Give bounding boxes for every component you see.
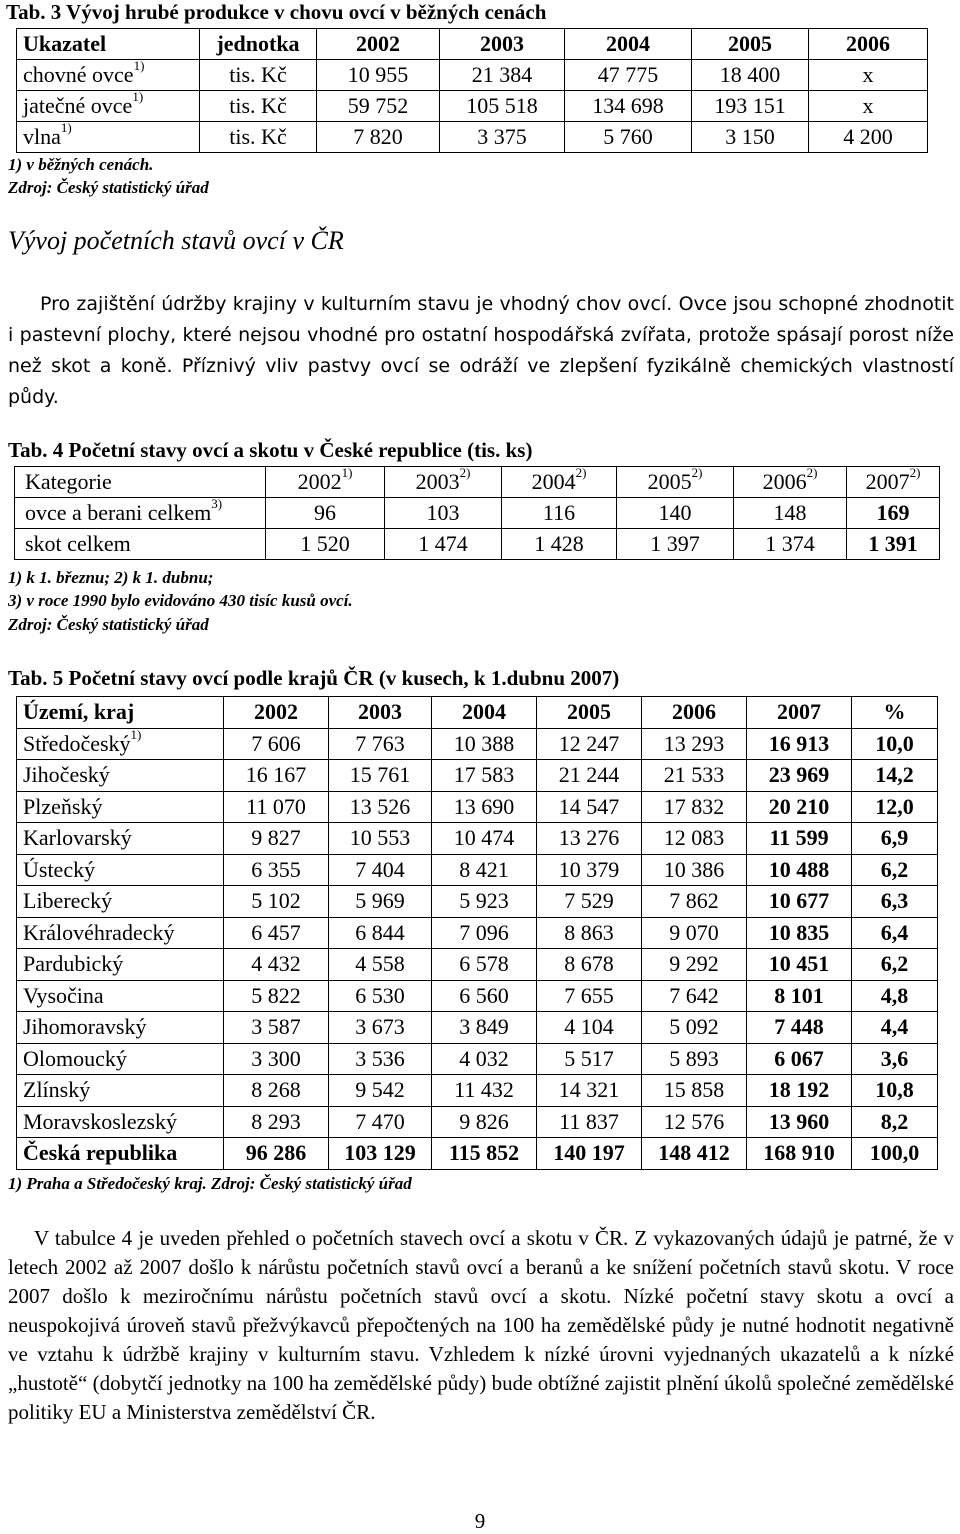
value-cell: 6,2 [852, 949, 938, 981]
value-cell: 10 488 [747, 854, 852, 886]
value-cell: 7 763 [329, 728, 432, 760]
row-label: Zlínský [17, 1075, 224, 1107]
value-cell: 9 542 [329, 1075, 432, 1107]
table-row [17, 791, 938, 823]
value-cell: 17 583 [432, 760, 537, 792]
value-cell: 3 587 [224, 1012, 329, 1044]
value-cell: 21 244 [537, 760, 642, 792]
value-cell: 6,2 [852, 854, 938, 886]
value-cell: 18 400 [692, 60, 809, 91]
section-heading: Vývoj početních stavů ovcí v ČR [8, 226, 344, 255]
table-row [17, 122, 928, 153]
table-header-row [17, 697, 938, 729]
value-cell: 8 101 [747, 980, 852, 1012]
table-header-cell: 2006$^{2)}$ [734, 467, 847, 498]
tab4-source: Zdroj: Český statistický úřad [8, 615, 209, 634]
table-row [17, 91, 928, 122]
value-cell: 13 960 [747, 1106, 852, 1138]
table-row [17, 1043, 938, 1075]
unit-cell: tis. Kč [200, 60, 317, 91]
value-cell: 7 655 [537, 980, 642, 1012]
value-cell: 1 428 [502, 529, 617, 560]
table-row [17, 980, 938, 1012]
value-cell: 5 923 [432, 886, 537, 918]
paragraph-1: Pro zajištění údržby krajiny v kulturním stavu je vhodný chov ovcí. Ovce jsou schopné zhodnotit i pastevní plochy, které nejsou vhodné pro ostatní hospodářská zvířata, protože spásají porost níže než skot a koně. Příznivý vliv pastvy ovcí se odráží ve zlepšení fyzikálně chemických vlastností půdy. [8, 293, 954, 408]
value-cell: 134 698 [565, 91, 692, 122]
value-cell: 7 448 [747, 1012, 852, 1044]
value-cell: 8 421 [432, 854, 537, 886]
value-cell: 10 451 [747, 949, 852, 981]
value-cell: 3 536 [329, 1043, 432, 1075]
value-cell: 100,0 [852, 1138, 938, 1170]
value-cell: 5 102 [224, 886, 329, 918]
table-row [17, 854, 938, 886]
table-row [17, 60, 928, 91]
table-row [15, 498, 940, 529]
row-label: jatečné ovce$^{1)}$ [17, 91, 200, 122]
value-cell: 5 969 [329, 886, 432, 918]
value-cell: 23 969 [747, 760, 852, 792]
value-cell: 8,2 [852, 1106, 938, 1138]
tab4-table [14, 466, 940, 560]
row-label: Liberecký [17, 886, 224, 918]
value-cell: 14,2 [852, 760, 938, 792]
table-row [17, 886, 938, 918]
value-cell: 103 [385, 498, 502, 529]
table-header-cell: % [852, 697, 938, 729]
value-cell: 5 092 [642, 1012, 747, 1044]
value-cell: 47 775 [565, 60, 692, 91]
tab5-table [16, 696, 938, 1170]
table-header-cell: 2002 [224, 697, 329, 729]
value-cell: 115 852 [432, 1138, 537, 1170]
tab5-title: Tab. 5 Početní stavy ovcí podle krajů ČR (v kusech, k 1.dubnu 2007) [8, 666, 620, 690]
table-header-cell: 2003 [440, 29, 565, 60]
value-cell: 17 832 [642, 791, 747, 823]
value-cell: 7 862 [642, 886, 747, 918]
value-cell: 9 292 [642, 949, 747, 981]
value-cell: 15 858 [642, 1075, 747, 1107]
value-cell: 3 849 [432, 1012, 537, 1044]
value-cell: 9 827 [224, 823, 329, 855]
value-cell: 169 [847, 498, 940, 529]
value-cell: 5 893 [642, 1043, 747, 1075]
table-row [17, 1106, 938, 1138]
value-cell: 6 067 [747, 1043, 852, 1075]
value-cell: 13 276 [537, 823, 642, 855]
value-cell: 16 167 [224, 760, 329, 792]
row-label: Česká republika [17, 1138, 224, 1170]
table-header-cell: 2007 [747, 697, 852, 729]
value-cell: 10,8 [852, 1075, 938, 1107]
value-cell: 6,9 [852, 823, 938, 855]
value-cell: 8 293 [224, 1106, 329, 1138]
value-cell: 7 606 [224, 728, 329, 760]
value-cell: 193 151 [692, 91, 809, 122]
value-cell: 9 070 [642, 917, 747, 949]
tab4-note-1: 1) k 1. březnu; 2) k 1. dubnu; [8, 568, 214, 587]
value-cell: 6 578 [432, 949, 537, 981]
value-cell: 116 [502, 498, 617, 529]
value-cell: 11 070 [224, 791, 329, 823]
value-cell: 12,0 [852, 791, 938, 823]
row-label: Pardubický [17, 949, 224, 981]
tab3-title: Tab. 3 Vývoj hrubé produkce v chovu ovcí v běžných cenách [6, 0, 547, 24]
value-cell: 10 955 [317, 60, 440, 91]
table-header-row [15, 467, 940, 498]
value-cell: 5 517 [537, 1043, 642, 1075]
value-cell: 3 375 [440, 122, 565, 153]
value-cell: 7 642 [642, 980, 747, 1012]
value-cell: 6,4 [852, 917, 938, 949]
row-label: Moravskoslezský [17, 1106, 224, 1138]
value-cell: 6,3 [852, 886, 938, 918]
row-label: chovné ovce$^{1)}$ [17, 60, 200, 91]
value-cell: 12 576 [642, 1106, 747, 1138]
value-cell: 4 432 [224, 949, 329, 981]
row-label: Ústecký [17, 854, 224, 886]
value-cell: x [809, 60, 928, 91]
table-header-cell: 2005 [537, 697, 642, 729]
table-row [17, 949, 938, 981]
value-cell: 10 474 [432, 823, 537, 855]
value-cell: 5 760 [565, 122, 692, 153]
value-cell: 13 690 [432, 791, 537, 823]
value-cell: 103 129 [329, 1138, 432, 1170]
tab3-source: Zdroj: Český statistický úřad [8, 178, 209, 197]
table-header-cell: 2004 [432, 697, 537, 729]
value-cell: 4 200 [809, 122, 928, 153]
table-total-row [17, 1138, 938, 1170]
value-cell: 6 355 [224, 854, 329, 886]
value-cell: 11 432 [432, 1075, 537, 1107]
value-cell: 1 391 [847, 529, 940, 560]
tab4-note-2: 3) v roce 1990 bylo evidováno 430 tisíc kusů ovcí. [8, 591, 353, 610]
value-cell: 140 [617, 498, 734, 529]
value-cell: 10 386 [642, 854, 747, 886]
value-cell: 8 268 [224, 1075, 329, 1107]
row-label: Plzeňský [17, 791, 224, 823]
value-cell: 1 397 [617, 529, 734, 560]
table-header-cell: 2004 [565, 29, 692, 60]
row-label: ovce a berani celkem$^{3)}$ [15, 498, 266, 529]
value-cell: 12 083 [642, 823, 747, 855]
table-row [17, 1075, 938, 1107]
value-cell: 10 379 [537, 854, 642, 886]
table-header-cell: 2002$^{1)}$ [266, 467, 385, 498]
value-cell: 1 474 [385, 529, 502, 560]
row-label: vlna$^{1)}$ [17, 122, 200, 153]
table-header-cell: 2005 [692, 29, 809, 60]
value-cell: 96 [266, 498, 385, 529]
table-header-cell: Ukazatel [17, 29, 200, 60]
value-cell: 20 210 [747, 791, 852, 823]
value-cell: 13 293 [642, 728, 747, 760]
value-cell: 105 518 [440, 91, 565, 122]
value-cell: 10 677 [747, 886, 852, 918]
value-cell: 21 384 [440, 60, 565, 91]
value-cell: 7 820 [317, 122, 440, 153]
value-cell: 13 526 [329, 791, 432, 823]
value-cell: 7 529 [537, 886, 642, 918]
value-cell: 8 678 [537, 949, 642, 981]
value-cell: 16 913 [747, 728, 852, 760]
value-cell: 4,8 [852, 980, 938, 1012]
value-cell: 14 547 [537, 791, 642, 823]
tab5-note: 1) Praha a Středočeský kraj. Zdroj: Český statistický úřad [8, 1174, 412, 1193]
row-label: Královéhradecký [17, 917, 224, 949]
value-cell: 12 247 [537, 728, 642, 760]
value-cell: 4 104 [537, 1012, 642, 1044]
table-header-cell: 2006 [809, 29, 928, 60]
value-cell: 14 321 [537, 1075, 642, 1107]
table-row [17, 760, 938, 792]
value-cell: 11 837 [537, 1106, 642, 1138]
value-cell: 148 412 [642, 1138, 747, 1170]
value-cell: 7 096 [432, 917, 537, 949]
value-cell: 10 553 [329, 823, 432, 855]
value-cell: 21 533 [642, 760, 747, 792]
value-cell: 3 300 [224, 1043, 329, 1075]
value-cell: 4 558 [329, 949, 432, 981]
value-cell: 10 835 [747, 917, 852, 949]
value-cell: 96 286 [224, 1138, 329, 1170]
value-cell: 1 520 [266, 529, 385, 560]
value-cell: x [809, 91, 928, 122]
row-label: Jihočeský [17, 760, 224, 792]
table-header-cell: 2007$^{2)}$ [847, 467, 940, 498]
value-cell: 3 150 [692, 122, 809, 153]
row-label: Vysočina [17, 980, 224, 1012]
unit-cell: tis. Kč [200, 91, 317, 122]
table-header-cell: Kategorie [15, 467, 266, 498]
page-number: 9 [474, 1509, 486, 1533]
unit-cell: tis. Kč [200, 122, 317, 153]
value-cell: 7 470 [329, 1106, 432, 1138]
row-label: Karlovarský [17, 823, 224, 855]
table-row [15, 529, 940, 560]
value-cell: 7 404 [329, 854, 432, 886]
table-header-cell: 2002 [317, 29, 440, 60]
row-label: skot celkem [15, 529, 266, 560]
value-cell: 10 388 [432, 728, 537, 760]
value-cell: 18 192 [747, 1075, 852, 1107]
table-row [17, 823, 938, 855]
row-label: Středočeský$^{1)}$ [17, 728, 224, 760]
value-cell: 6 457 [224, 917, 329, 949]
table-row [17, 728, 938, 760]
value-cell: 9 826 [432, 1106, 537, 1138]
tab3-note: 1) v běžných cenách. [8, 155, 154, 174]
value-cell: 6 560 [432, 980, 537, 1012]
table-header-cell: 2004$^{2)}$ [502, 467, 617, 498]
tab3-table [16, 28, 928, 153]
value-cell: 4,4 [852, 1012, 938, 1044]
value-cell: 15 761 [329, 760, 432, 792]
table-header-cell: jednotka [200, 29, 317, 60]
paragraph-2: V tabulce 4 je uveden přehled o početních stavech ovcí a skotu v ČR. Z vykazovaných údajů je patrné, že v letech 2002 až 2007 došlo k nárůstu početních stavů ovcí a beranů a ke snížení početních stavů skotu. V roce 2007 došlo k meziročnímu nárůstu početních stavů ovcí a skotu. Nízké početní stavy skotu a ovcí a neuspokojivá úroveň stavů přežvýkavců přepočtených na 100 ha zemědělské půdy je nutné hodnotit negativně ve vztahu k údržbě krajiny v kulturním stavu. Vzhledem k nízké úrovni vyjednaných ukazatelů a k nízké „hustotě“ (dobytčí jednotky na 100 ha zemědělské půdy) bude obtížné zajistit plnění úkolů společné zemědělské politiky EU a Ministerstva zemědělství ČR. [8, 1226, 954, 1424]
row-label: Olomoucký [17, 1043, 224, 1075]
value-cell: 148 [734, 498, 847, 529]
value-cell: 1 374 [734, 529, 847, 560]
value-cell: 11 599 [747, 823, 852, 855]
table-header-cell: Území, kraj [17, 697, 224, 729]
value-cell: 6 530 [329, 980, 432, 1012]
table-row [17, 1012, 938, 1044]
value-cell: 4 032 [432, 1043, 537, 1075]
value-cell: 10,0 [852, 728, 938, 760]
table-header-row [17, 29, 928, 60]
value-cell: 59 752 [317, 91, 440, 122]
tab4-title: Tab. 4 Početní stavy ovcí a skotu v České republice (tis. ks) [8, 438, 533, 462]
table-header-cell: 2003$^{2)}$ [385, 467, 502, 498]
value-cell: 5 822 [224, 980, 329, 1012]
value-cell: 3,6 [852, 1043, 938, 1075]
table-header-cell: 2003 [329, 697, 432, 729]
table-header-cell: 2006 [642, 697, 747, 729]
tab5-body [17, 728, 938, 1138]
value-cell: 140 197 [537, 1138, 642, 1170]
value-cell: 3 673 [329, 1012, 432, 1044]
table-row [17, 917, 938, 949]
value-cell: 168 910 [747, 1138, 852, 1170]
value-cell: 8 863 [537, 917, 642, 949]
value-cell: 6 844 [329, 917, 432, 949]
table-header-cell: 2005$^{2)}$ [617, 467, 734, 498]
row-label: Jihomoravský [17, 1012, 224, 1044]
